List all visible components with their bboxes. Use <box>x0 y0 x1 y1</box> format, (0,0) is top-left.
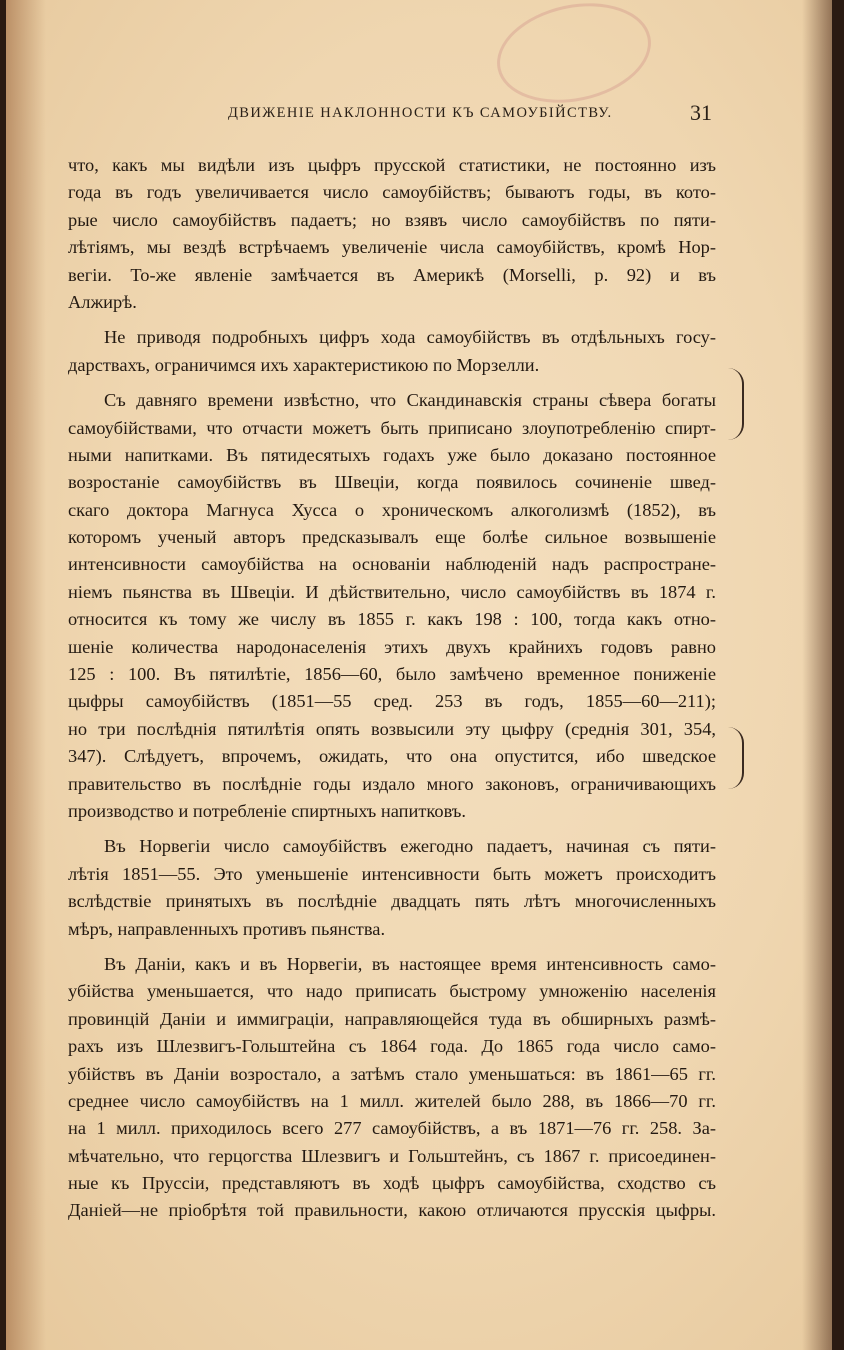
text-line: Въ Норвегіи число самоубійствъ ежегодно падаетъ, начиная съ пяти- <box>104 836 716 857</box>
text-line: года въ годъ увеличивается число самоубійствъ; бываютъ годы, въ кото- <box>68 182 716 203</box>
text-line: интенсивности самоубійства на основаніи наблюденій надъ распростране- <box>68 554 716 575</box>
text-line: которомъ ученый авторъ предсказывалъ еще болѣе сильное возвышеніе <box>68 527 716 548</box>
text-line: производство и потребленіе спиртныхъ напитковъ. <box>68 800 466 821</box>
body-text <box>68 152 716 1225</box>
text-line: рые число самоубійствъ падаетъ; но взявъ число самоубійствъ по пяти- <box>68 209 716 230</box>
text-line: вегіи. То-же явленіе замѣчается въ Америкѣ (Morselli, p. 92) и въ <box>68 264 716 285</box>
paragraph <box>68 387 716 825</box>
text-line: дарствахъ, ограничимся ихъ характеристикою по Морзелли. <box>68 354 540 375</box>
library-stamp <box>488 0 661 116</box>
text-line: ніемъ пьянства въ Швеціи. И дѣйствительно, число самоубійствъ въ 1874 г. <box>68 581 716 602</box>
text-line: возростаніе самоубійствъ въ Швеціи, когда появилось сочиненіе швед- <box>68 472 716 493</box>
text-line: 347). Слѣдуетъ, впрочемъ, ожидать, что она опустится, ибо шведское <box>68 746 716 767</box>
margin-bracket-top <box>728 368 744 440</box>
page-edge-shadow <box>802 0 832 1350</box>
text-line: Съ давняго времени извѣстно, что Скандинавскія страны сѣвера богаты <box>104 390 716 411</box>
text-line: рахъ изъ Шлезвигъ-Гольштейна съ 1864 года. До 1865 года число само- <box>68 1036 716 1057</box>
text-line: но три послѣднія пятилѣтія опять возвысили эту цыфру (среднія 301, 354, <box>68 718 716 739</box>
text-line: вслѣдствіе принятыхъ въ послѣдніе двадцать пять лѣтъ многочисленныхъ <box>68 891 716 912</box>
text-line: провинцій Даніи и иммиграціи, направляющейся туда въ обширныхъ размѣ- <box>68 1008 716 1029</box>
text-line: лѣтія 1851—55. Это уменьшеніе интенсивности быть можетъ происходитъ <box>68 863 716 884</box>
text-line: мѣчательно, что герцогства Шлезвигъ и Гольштейнъ, съ 1867 г. присоединен- <box>68 1145 716 1166</box>
text-line: Даніей—не пріобрѣтя той правильности, какою отличаются прусскія цыфры. <box>68 1200 716 1221</box>
text-line: 125 : 100. Въ пятилѣтіе, 1856—60, было замѣчено временное пониженіе <box>68 664 716 685</box>
paragraph <box>68 833 716 943</box>
text-line: ными напитками. Въ пятидесятыхъ годахъ уже было доказано постоянное <box>68 444 716 465</box>
book-page <box>6 0 832 1350</box>
paragraph <box>68 951 716 1225</box>
page-gutter-shadow <box>6 0 46 1350</box>
text-line: цыфры самоубійствъ (1851—55 сред. 253 въ годъ, 1855—60—211); <box>68 691 716 712</box>
paragraph <box>68 324 716 379</box>
text-line: правительство въ послѣдніе годы издало много законовъ, ограничивающихъ <box>68 773 716 794</box>
text-line: шеніе количества народонаселенія этихъ двухъ крайнихъ годовъ равно <box>68 636 716 657</box>
text-line: Алжирѣ. <box>68 291 137 312</box>
text-line: Не приводя подробныхъ цифръ хода самоубійствъ въ отдѣльныхъ госу- <box>104 327 716 348</box>
page-number: 31 <box>690 100 712 125</box>
paragraph <box>68 152 716 316</box>
text-line: самоубійствами, что отчасти можетъ быть приписано злоупотребленію спирт- <box>68 417 716 438</box>
text-line: ные къ Пруссіи, представляютъ въ ходѣ цыфръ самоубійства, сходство съ <box>68 1173 716 1194</box>
text-line: относится къ тому же числу въ 1855 г. какъ 198 : 100, тогда какъ отно- <box>68 609 716 630</box>
text-line: что, какъ мы видѣли изъ цыфръ прусской статистики, не постоянно изъ <box>68 155 716 175</box>
text-line: убійствъ въ Даніи возростало, а затѣмъ стало уменьшаться: въ 1861—65 гг. <box>68 1063 716 1084</box>
text-line: скаго доктора Магнуса Хусса о хроническомъ алкоголизмѣ (1852), въ <box>68 499 716 520</box>
text-line: лѣтіямъ, мы вездѣ встрѣчаемъ увеличеніе числа самоубійствъ, кромѣ Нор- <box>68 237 716 258</box>
text-line: Въ Даніи, какъ и въ Норвегіи, въ настоящее время интенсивность само- <box>104 953 716 974</box>
text-line: убійства уменьшается, что надо приписать быстрому умноженію населенія <box>68 981 716 1002</box>
text-line: на 1 милл. приходилось всего 277 самоубійствъ, а въ 1871—76 гг. 258. За- <box>68 1118 716 1139</box>
margin-bracket-bottom <box>728 727 744 789</box>
running-head: ДВИЖЕНІЕ НАКЛОННОСТИ КЪ САМОУБІЙСТВУ. <box>228 105 613 121</box>
text-line: среднее число самоубійствъ на 1 милл. жителей было 288, въ 1866—70 гг. <box>68 1090 716 1111</box>
text-line: мѣръ, направленныхъ противъ пьянства. <box>68 918 386 939</box>
